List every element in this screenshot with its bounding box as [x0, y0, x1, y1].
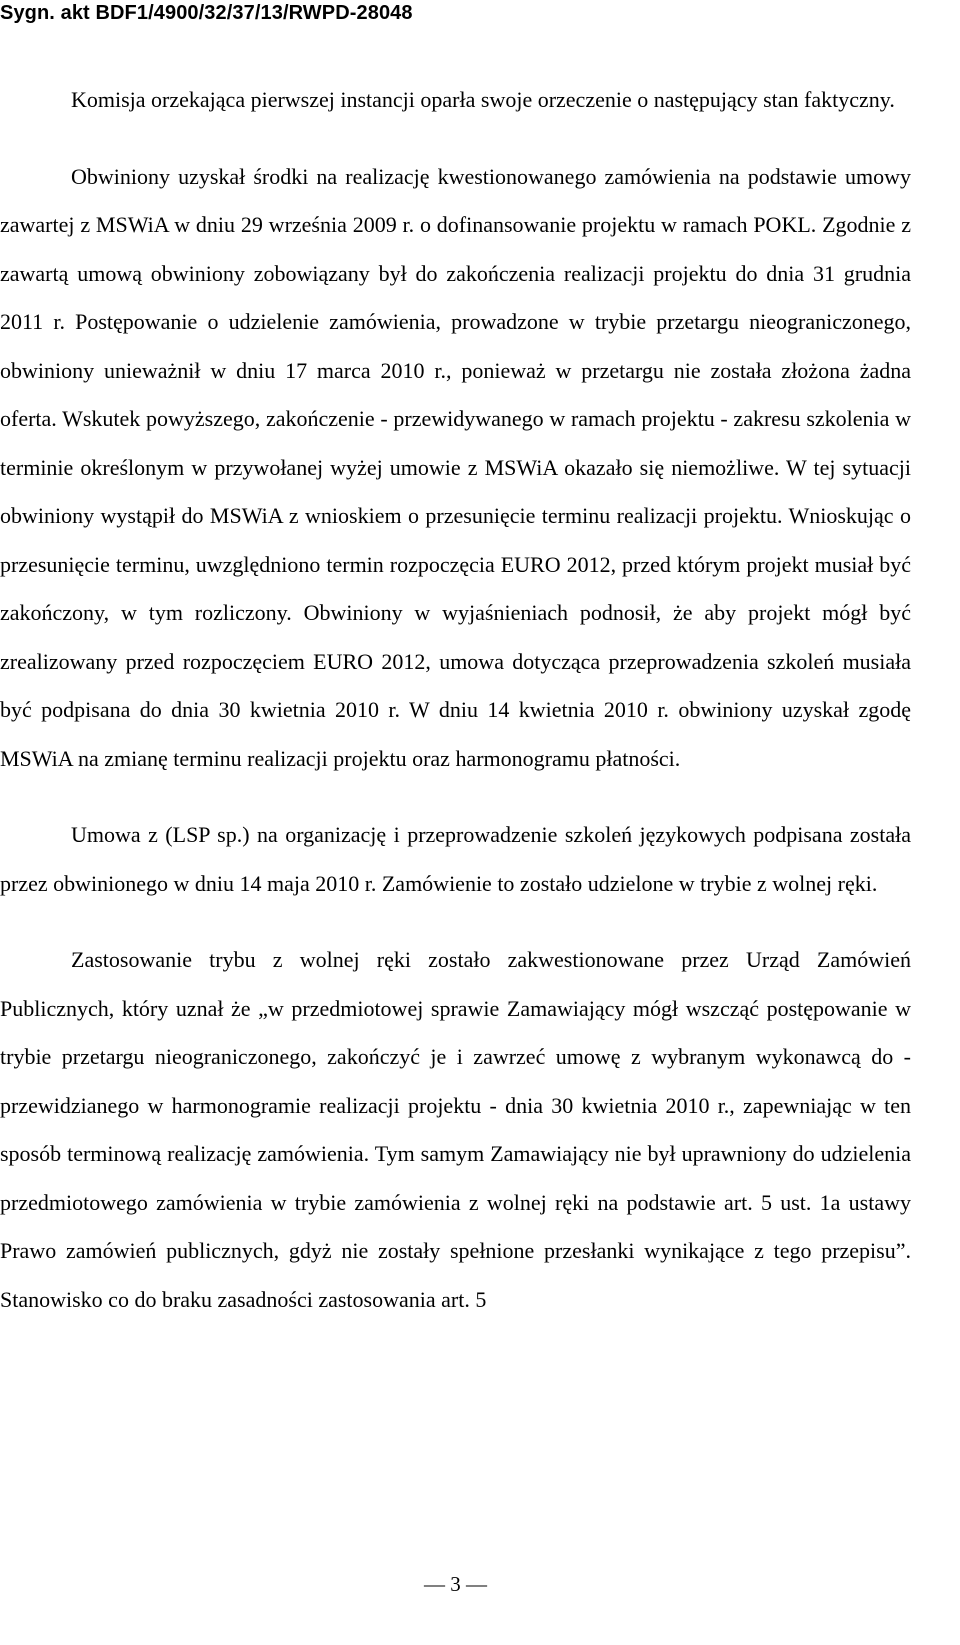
- case-number-header: Sygn. akt BDF1/4900/32/37/13/RWPD-28048: [0, 2, 413, 24]
- paragraph-contract: Umowa z (LSP sp.) na organizację i przeprowadzenie szkoleń językowych podpisana została przez obwinionego w dniu 14 maja 2010 r. Zamówienie to zostało udzielone w trybie z wolnej ręki.: [0, 822, 911, 896]
- document-body: [0, 76, 911, 1324]
- paragraph-facts: Obwiniony uzyskał środki na realizację kwestionowanego zamówienia na podstawie umowy zawartej z MSWiA w dniu 29 września 2009 r. o dofinansowanie projektu w ramach POKL. Zgodnie z zawartą umową obwiniony zobowiązany był do zakończenia realizacji projektu do dnia 31 grudnia 2011 r. Postępowanie o udzielenie zamówienia, prowadzone w trybie przetargu nieograniczonego, obwiniony unieważnił w dniu 17 marca 2010 r., ponieważ w przetargu nie została złożona żadna oferta. Wskutek powyższego, zakończenie - przewidywanego w ramach projektu - zakresu szkolenia w terminie określonym w przywołanej wyżej umowie z MSWiA okazało się niemożliwe. W tej sytuacji obwiniony wystąpił do MSWiA z wnioskiem o przesunięcie terminu realizacji projektu. Wnioskując o przesunięcie terminu, uwzględniono termin rozpoczęcia EURO 2012, przed którym projekt musiał być zakończony, w tym rozliczony. Obwiniony w wyjaśnieniach podnosił, że aby projekt mógł być zrealizowany przed rozpoczęciem EURO 2012, umowa dotycząca przeprowadzenia szkoleń musiała być podpisana do dnia 30 kwietnia 2010 r. W dniu 14 kwietnia 2010 r. obwiniony uzyskał zgodę MSWiA na zmianę terminu realizacji projektu oraz harmonogramu płatności.: [0, 163, 911, 771]
- paragraph-intro: Komisja orzekająca pierwszej instancji oparła swoje orzeczenie o następujący stan faktyczny.: [71, 87, 895, 112]
- page-number: — 3 —: [424, 1572, 487, 1596]
- paragraph-uzp-position: Zastosowanie trybu z wolnej ręki zostało zakwestionowane przez Urząd Zamówień Publicznych, który uznał że „w przedmiotowej sprawie Zamawiający mógł wszcząć postępowanie w trybie przetargu nieograniczonego, zakończyć je i zawrzeć umowę z wybranym wykonawcą do - przewidzianego w harmonogramie realizacji projektu - dnia 30 kwietnia 2010 r., zapewniając w ten sposób terminową realizację zamówienia. Tym samym Zamawiający nie był uprawniony do udzielenia przedmiotowego zamówienia w trybie zamówienia z wolnej ręki na podstawie art. 5 ust. 1a ustawy Prawo zamówień publicznych, gdyż nie zostały spełnione przesłanki wynikające z tego przepisu”. Stanowisko co do braku zasadności zastosowania art. 5: [0, 947, 911, 1312]
